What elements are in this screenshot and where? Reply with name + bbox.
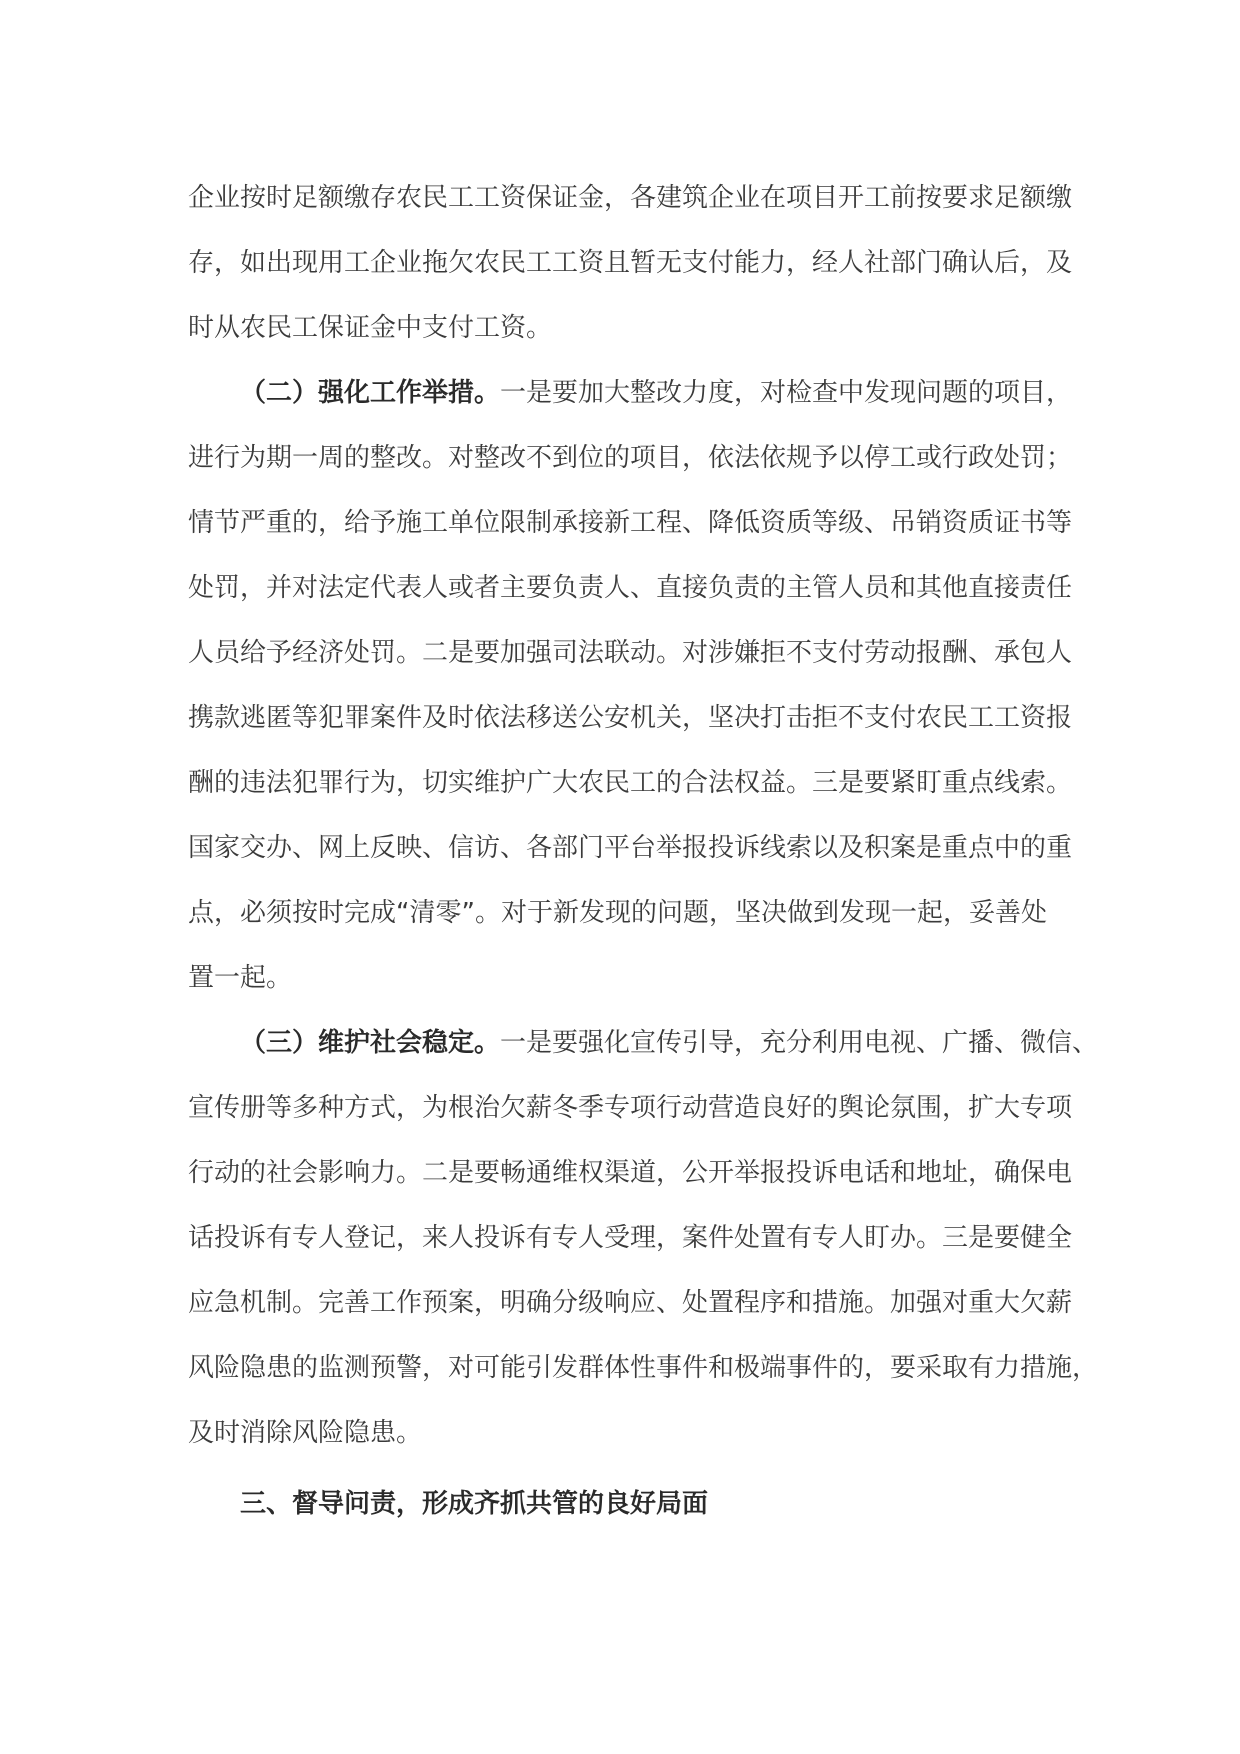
text-line: 应急机制。完善工作预案，明确分级响应、处置程序和措施。加强对重大欠薪 [188,1288,1073,1318]
paragraph-lead-heading: （三）维护社会稳定。 [240,1028,501,1058]
text-line: 进行为期一周的整改。对整改不到位的项目，依法依规予以停工或行政处罚； [188,443,1073,473]
paragraph-guarantee-fund [188,172,1073,367]
text-run: 一是要加大整改力度，对检查中发现问题的项目， [500,378,1073,408]
text-line: 点，必须按时完成“清零”。对于新发现的问题，坚决做到发现一起，妥善处 [188,898,1047,928]
text-line-first [188,1017,1099,1082]
document-body [188,172,1099,1543]
text-line: 宣传册等多种方式，为根治欠薪冬季专项行动营造良好的舆论氛围，扩大专项 [188,1093,1073,1123]
text-line-first [188,367,1073,432]
section-heading: 三、督导问责，形成齐抓共管的良好局面 [240,1489,709,1519]
text-line: 风险隐患的监测预警，对可能引发群体性事件和极端事件的，要采取有力措施， [188,1353,1099,1383]
text-line: 存，如出现用工企业拖欠农民工工资且暂无支付能力，经人社部门确认后，及 [188,248,1073,278]
text-line: 酬的违法犯罪行为，切实维护广大农民工的合法权益。三是要紧盯重点线索。 [188,768,1073,798]
text-line: 行动的社会影响力。二是要畅通维权渠道，公开举报投诉电话和地址，确保电 [188,1158,1073,1188]
text-line: 国家交办、网上反映、信访、各部门平台举报投诉线索以及积案是重点中的重 [188,833,1073,863]
text-line: 处罚，并对法定代表人或者主要负责人、直接负责的主管人员和其他直接责任 [188,573,1073,603]
text-line: 携款逃匿等犯罪案件及时依法移送公安机关，坚决打击拒不支付农民工工资报 [188,703,1073,733]
paragraph-social-stability [188,1017,1099,1472]
text-line: 话投诉有专人登记，来人投诉有专人受理，案件处置有专人盯办。三是要健全 [188,1223,1073,1253]
text-line: 时从农民工保证金中支付工资。 [188,313,553,343]
text-run: 一是要强化宣传引导，充分利用电视、广播、微信、 [500,1028,1099,1058]
text-line: 人员给予经济处罚。二是要加强司法联动。对涉嫌拒不支付劳动报酬、承包人 [188,638,1073,668]
text-line: 情节严重的，给予施工单位限制承接新工程、降低资质等级、吊销资质证书等 [188,508,1073,538]
text-line: 企业按时足额缴存农民工工资保证金，各建筑企业在项目开工前按要求足额缴 [188,183,1073,213]
text-line: 及时消除风险隐患。 [188,1418,423,1448]
paragraph-work-measures [188,367,1073,1017]
text-line: 置一起。 [188,963,293,993]
paragraph-lead-heading: （二）强化工作举措。 [240,378,501,408]
